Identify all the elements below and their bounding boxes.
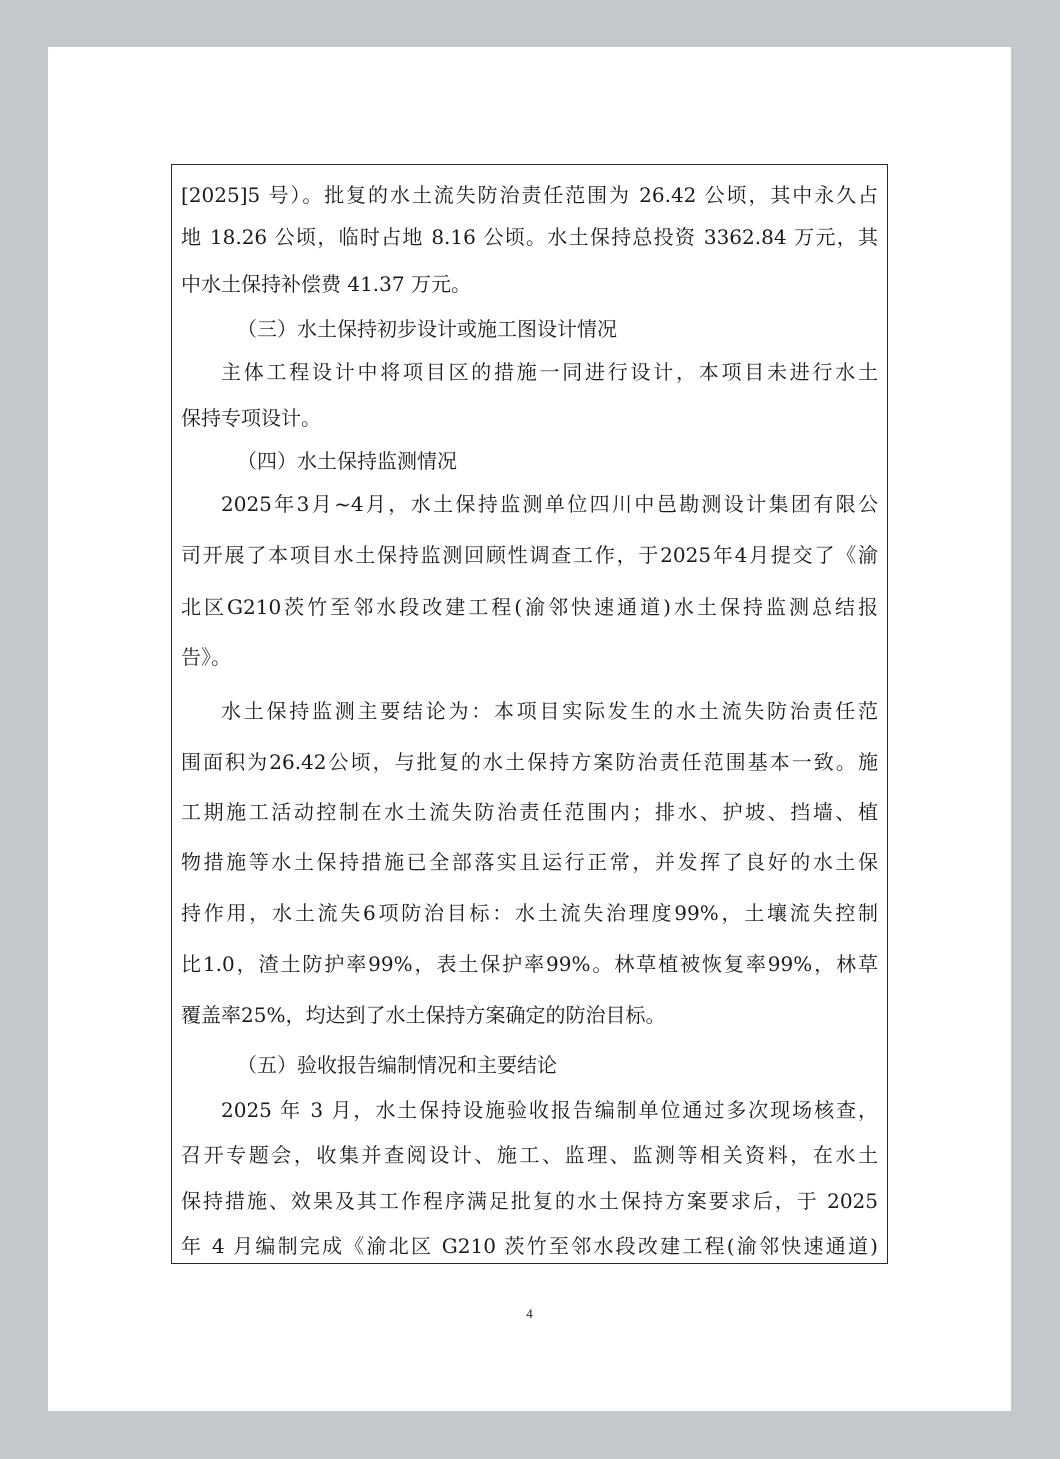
text-line: 中水土保持补偿费 41.37 万元。 xyxy=(181,272,471,296)
text-line: 主体工程设计中将项目区的措施一同进行设计，本项目未进行水土 xyxy=(221,360,878,384)
text-line: 水土保持监测主要结论为：本项目实际发生的水土流失防治责任范 xyxy=(221,699,878,723)
text-line: 年 4 月编制完成《渝北区 G210 茨竹至邻水段改建工程(渝邻快速通道) xyxy=(181,1234,878,1258)
text-frame xyxy=(171,164,888,1264)
text-line: 地 18.26 公顷，临时占地 8.16 公顷。水土保持总投资 3362.84 万元，其 xyxy=(181,225,878,249)
section-heading-3: （三）水土保持初步设计或施工图设计情况 xyxy=(237,317,617,341)
text-line: 北区G210茨竹至邻水段改建工程(渝邻快速通道)水土保持监测总结报 xyxy=(181,595,878,619)
section-heading-4: （四）水土保持监测情况 xyxy=(237,449,457,473)
section-heading-5: （五）验收报告编制情况和主要结论 xyxy=(237,1053,557,1077)
page-number: 4 xyxy=(526,1306,533,1321)
text-line: 召开专题会，收集并查阅设计、施工、监理、监测等相关资料，在水土 xyxy=(181,1143,878,1167)
text-line: 围面积为26.42公顷，与批复的水土保持方案防治责任范围基本一致。施 xyxy=(181,750,878,774)
text-line: 持作用，水土流失6项防治目标：水土流失治理度99%，土壤流失控制 xyxy=(181,901,878,925)
text-line: 告》。 xyxy=(181,645,231,669)
text-line: 保持专项设计。 xyxy=(181,406,321,430)
document-page xyxy=(48,47,1011,1411)
text-line: 比1.0，渣土防护率99%，表土保护率99%。林草植被恢复率99%，林草 xyxy=(181,952,878,976)
text-line: [2025]5 号）。批复的水土流失防治责任范围为 26.42 公顷，其中永久占 xyxy=(181,183,878,207)
text-line: 2025年3月~4月，水土保持监测单位四川中邑勘测设计集团有限公 xyxy=(221,492,878,516)
text-line: 2025 年 3 月，水土保持设施验收报告编制单位通过多次现场核查， xyxy=(221,1098,878,1122)
text-line: 物措施等水土保持措施已全部落实且运行正常，并发挥了良好的水土保 xyxy=(181,850,878,874)
text-line: 司开展了本项目水土保持监测回顾性调查工作，于2025年4月提交了《渝 xyxy=(181,543,878,567)
text-line: 覆盖率25%，均达到了水土保持方案确定的防治目标。 xyxy=(181,1003,666,1027)
text-line: 保持措施、效果及其工作程序满足批复的水土保持方案要求后，于 2025 xyxy=(181,1189,878,1213)
text-line: 工期施工活动控制在水土流失防治责任范围内；排水、护坡、挡墙、植 xyxy=(181,800,878,824)
